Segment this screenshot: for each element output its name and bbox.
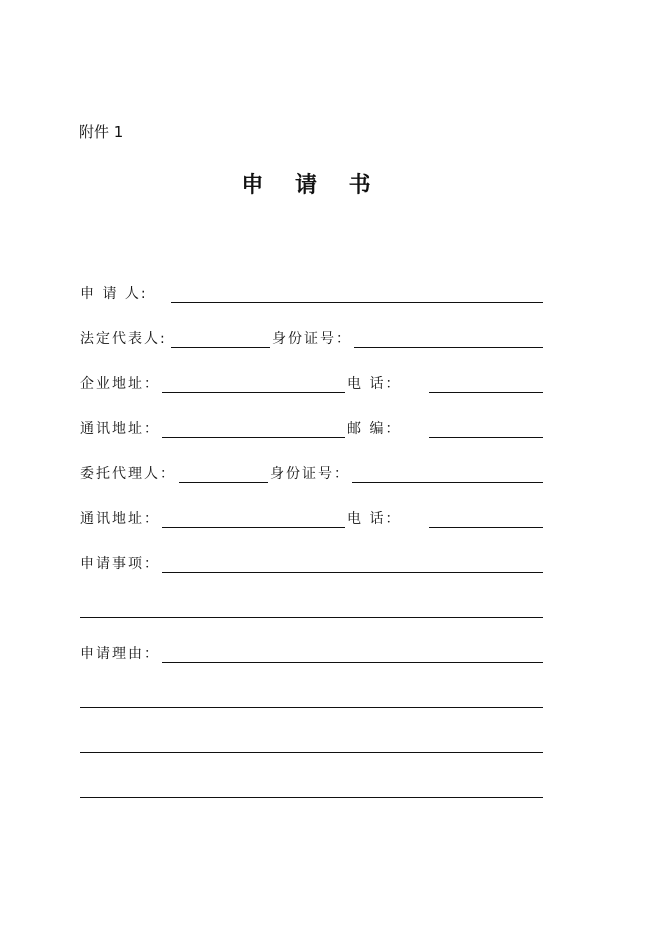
legal-rep-label: 法定代表人: [80, 331, 167, 347]
company-address-row [80, 375, 543, 395]
applicant-label: 申 请 人: [80, 286, 148, 302]
phone-label-2: 电 话： [347, 511, 402, 527]
id-number-field-1[interactable] [354, 347, 543, 348]
mailing-address-row-2 [80, 510, 543, 530]
reasons-field[interactable] [162, 662, 543, 663]
attachment-label: 附件 1 [79, 123, 124, 141]
matters-row [80, 555, 543, 575]
mailing-address-label-2: 通讯地址： [80, 511, 160, 527]
phone-field-1[interactable] [429, 392, 543, 393]
postcode-field[interactable] [429, 437, 543, 438]
id-number-label-2: 身份证号： [270, 466, 350, 482]
matters-continuation-line[interactable] [80, 617, 543, 618]
mailing-address-field-1[interactable] [162, 437, 345, 438]
legal-rep-field[interactable] [171, 347, 270, 348]
phone-label-1: 电 话： [347, 376, 402, 392]
applicant-field[interactable] [171, 302, 543, 303]
matters-label: 申请事项： [80, 556, 160, 572]
applicant-row [80, 285, 543, 305]
reasons-continuation-line[interactable] [80, 797, 543, 798]
mailing-address-row-1 [80, 420, 543, 440]
id-number-field-2[interactable] [352, 482, 543, 483]
postcode-label: 邮 编： [347, 421, 402, 437]
agent-label: 委托代理人： [80, 466, 176, 482]
reasons-row [80, 645, 543, 665]
agent-field[interactable] [179, 482, 268, 483]
mailing-address-label-1: 通讯地址： [80, 421, 160, 437]
phone-field-2[interactable] [429, 527, 543, 528]
agent-row [80, 465, 543, 485]
document-title: 申 请 书 [241, 173, 383, 198]
legal-rep-row [80, 330, 543, 350]
mailing-address-field-2[interactable] [162, 527, 345, 528]
matters-field[interactable] [162, 572, 543, 573]
reasons-continuation-line[interactable] [80, 752, 543, 753]
reasons-label: 申请理由： [80, 646, 160, 662]
id-number-label-1: 身份证号： [272, 331, 352, 347]
company-address-label: 企业地址： [80, 376, 160, 392]
reasons-continuation-line[interactable] [80, 707, 543, 708]
company-address-field[interactable] [162, 392, 345, 393]
